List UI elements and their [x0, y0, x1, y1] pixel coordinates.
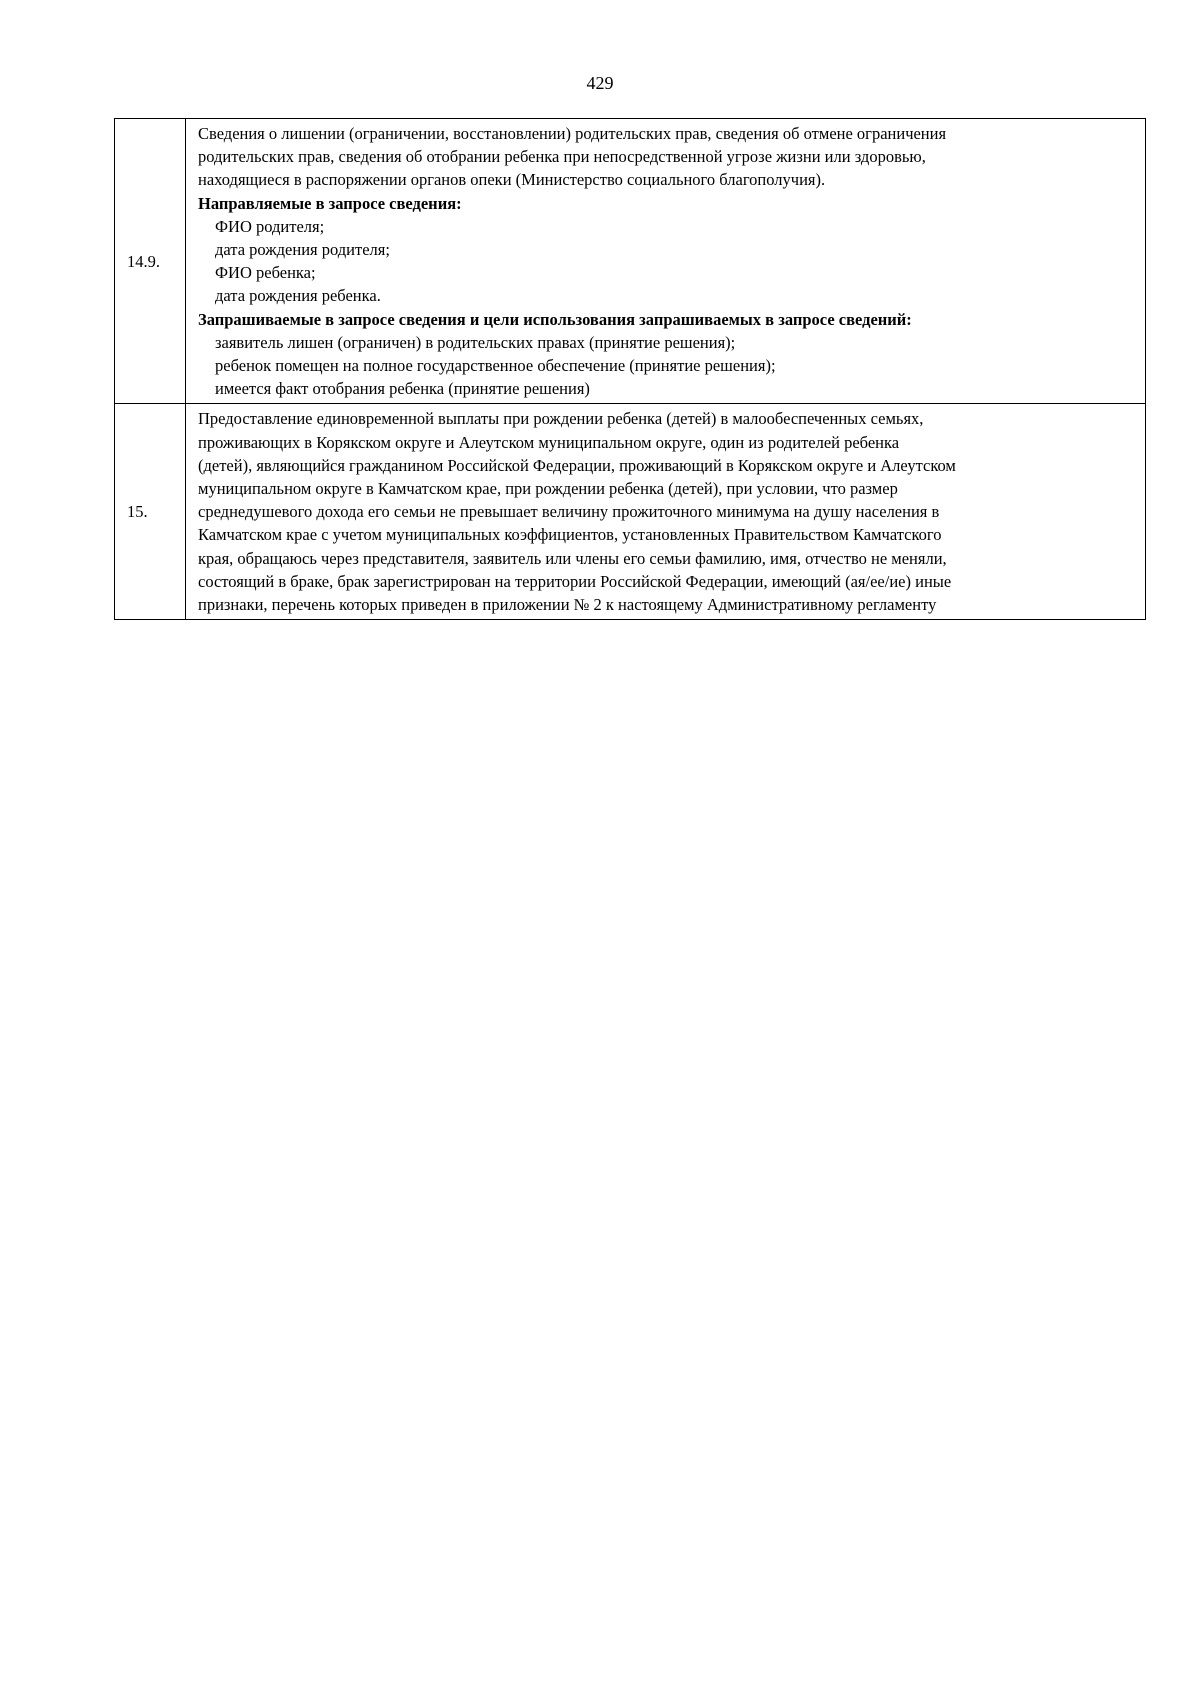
description-line: Сведения о лишении (ограничении, восстановлении) родительских прав, сведения об отмене ограничения: [198, 124, 947, 143]
sent-data-item: ФИО родителя;: [215, 216, 325, 236]
description-line: (детей), являющийся гражданином Российской Федерации, проживающий в Корякском округе и Алеутском: [198, 455, 956, 475]
table-row: [115, 404, 1146, 620]
services-table: [114, 118, 1146, 620]
sent-data-item: дата рождения ребенка.: [215, 286, 381, 306]
row-description: [186, 404, 1146, 620]
description-line: среднедушевого дохода его семьи не превышает величину прожиточного минимума на душу населения в: [198, 502, 940, 522]
sent-data-item: ФИО ребенка;: [215, 263, 316, 283]
description-line: муниципальном округе в Камчатском крае, при рождении ребенка (детей), при условии, что размер: [198, 479, 898, 499]
table-row: [115, 119, 1146, 404]
requested-data-item: заявитель лишен (ограничен) в родительских правах (принятие решения);: [215, 332, 736, 352]
sent-data-item: дата рождения родителя;: [215, 240, 390, 260]
description-line: Предоставление единовременной выплаты при рождении ребенка (детей) в малообеспеченных семьях,: [198, 409, 924, 429]
row-number: 15.: [115, 404, 186, 620]
requested-data-item: ребенок помещен на полное государственное обеспечение (принятие решения);: [215, 356, 776, 376]
page-number: 429: [586, 73, 614, 93]
description-line: признаки, перечень которых приведен в приложении № 2 к настоящему Административному регламенту: [198, 595, 937, 615]
sent-data-heading: Направляемые в запросе сведения:: [198, 193, 462, 213]
description-line: Камчатском крае с учетом муниципальных коэффициентов, установленных Правительством Камчатского: [198, 525, 942, 545]
description-line: проживающих в Корякском округе и Алеутском муниципальном округе, один из родителей ребенка: [198, 432, 900, 452]
row-description: [186, 119, 1146, 404]
description-line: находящиеся в распоряжении органов опеки (Министерство социального благополучия).: [198, 170, 826, 190]
requested-data-item: имеется факт отобрания ребенка (принятие решения): [215, 379, 590, 399]
requested-data-heading: Запрашиваемые в запросе сведения и цели использования запрашиваемых в запросе сведений:: [198, 309, 912, 329]
description-line: края, обращаюсь через представителя, заявитель или члены его семьи фамилию, имя, отчество не меняли,: [198, 548, 947, 568]
row-number: 14.9.: [115, 119, 186, 404]
description-line: родительских прав, сведения об отобрании ребенка при непосредственной угрозе жизни или здоровью,: [198, 147, 926, 167]
description-line: состоящий в браке, брак зарегистрирован на территории Российской Федерации, имеющий (ая/ее/ие) иные: [198, 571, 952, 591]
